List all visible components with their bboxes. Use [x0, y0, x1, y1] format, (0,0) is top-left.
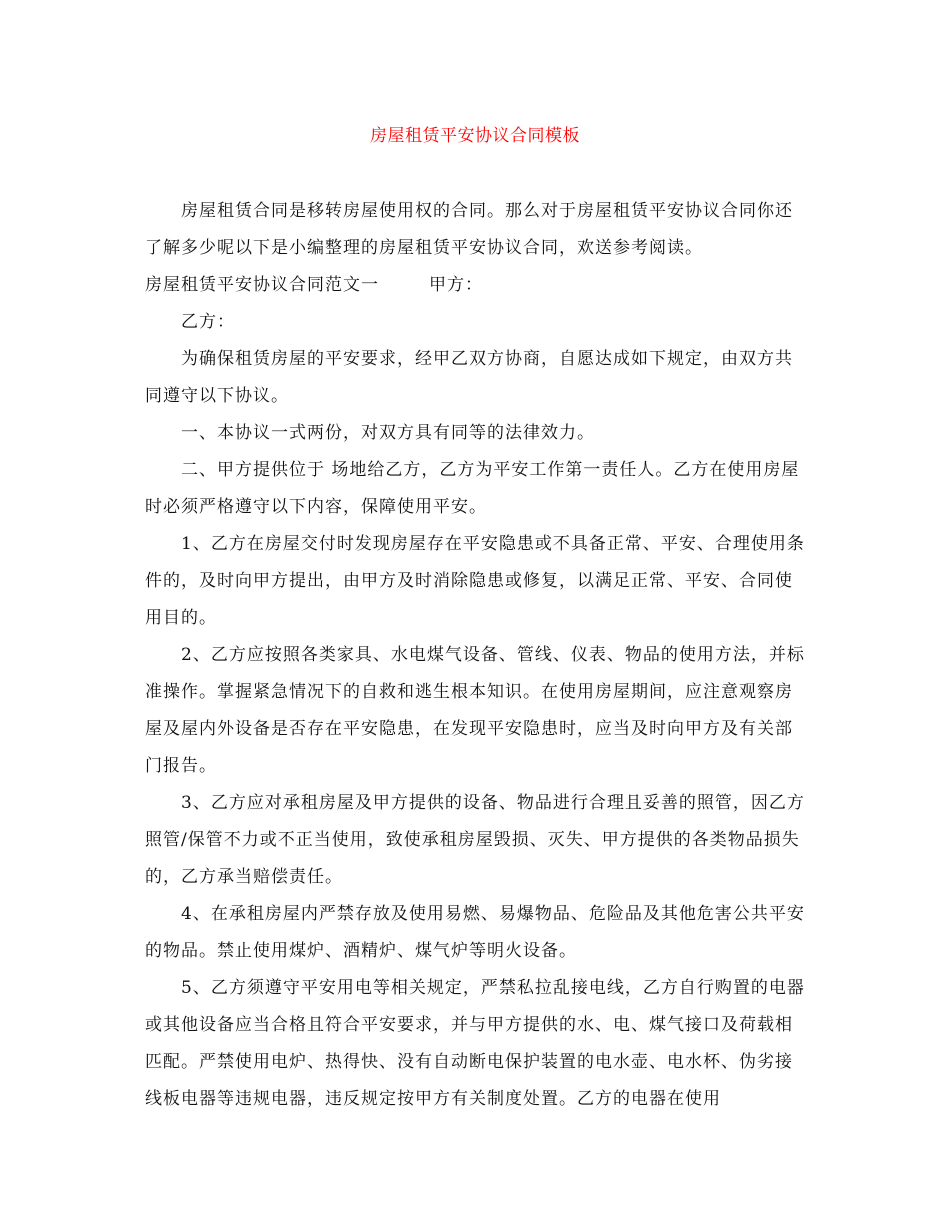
party-a-label: 甲方：: [429, 275, 483, 295]
preamble-paragraph: 为确保租赁房屋的平安要求，经甲乙双方协商，自愿达成如下规定，由双方共同遵守以下协议。: [145, 349, 793, 406]
item-2: 2、乙方应按照各类家具、水电煤气设备、管线、仪表、物品的使用方法，并标准操作。掌握紧急情况下的自救和逃生根本知识。在使用房屋期间，应注意观察房屋及屋内外设备是否存在平安隐患，在发现平安隐患时，应当及时向甲方及有关部门报告。: [145, 645, 805, 776]
item-5: 5、乙方须遵守平安用电等相关规定，严禁私拉乱接电线，乙方自行购置的电器或其他设备应当合格且符合平安要求，并与甲方提供的水、电、煤气接口及荷载相匹配。严禁使用电炉、热得快、没有自动断电保护装置的电水壶、电水杯、伪劣接线板电器等违规电器，违反规定按甲方有关制度处置。乙方的电器在使用: [145, 978, 805, 1109]
item-4: 4、在承租房屋内严禁存放及使用易燃、易爆物品、危险品及其他危害公共平安的物品。禁止使用煤炉、酒精炉、煤气炉等明火设备。: [145, 904, 805, 961]
sample-heading-line: [145, 267, 809, 304]
document-body: [145, 193, 809, 1118]
intro-paragraph: 房屋租赁合同是移转房屋使用权的合同。那么对于房屋租赁平安协议合同你还了解多少呢以下是小编整理的房屋租赁平安协议合同，欢送参考阅读。: [145, 201, 793, 258]
document-title: 房屋租赁平安协议合同模板: [370, 126, 580, 146]
party-b-label: 乙方：: [181, 312, 235, 332]
item-1: 1、乙方在房屋交付时发现房屋存在平安隐患或不具备正常、平安、合理使用条件的，及时向甲方提出，由甲方及时消除隐患或修复，以满足正常、平安、合同使用目的。: [145, 534, 805, 628]
item-3: 3、乙方应对承租房屋及甲方提供的设备、物品进行合理且妥善的照管，因乙方照管/保管不力或不正当使用，致使承租房屋毁损、灭失、甲方提供的各类物品损失的，乙方承当赔偿责任。: [145, 793, 805, 887]
clause-1: 一、本协议一式两份，对双方具有同等的法律效力。: [181, 423, 595, 443]
clause-2: 二、甲方提供位于 场地给乙方，乙方为平安工作第一责任人。乙方在使用房屋时必须严格遵守以下内容，保障使用平安。: [145, 460, 800, 517]
sample-heading: 房屋租赁平安协议合同范文一: [145, 275, 379, 295]
